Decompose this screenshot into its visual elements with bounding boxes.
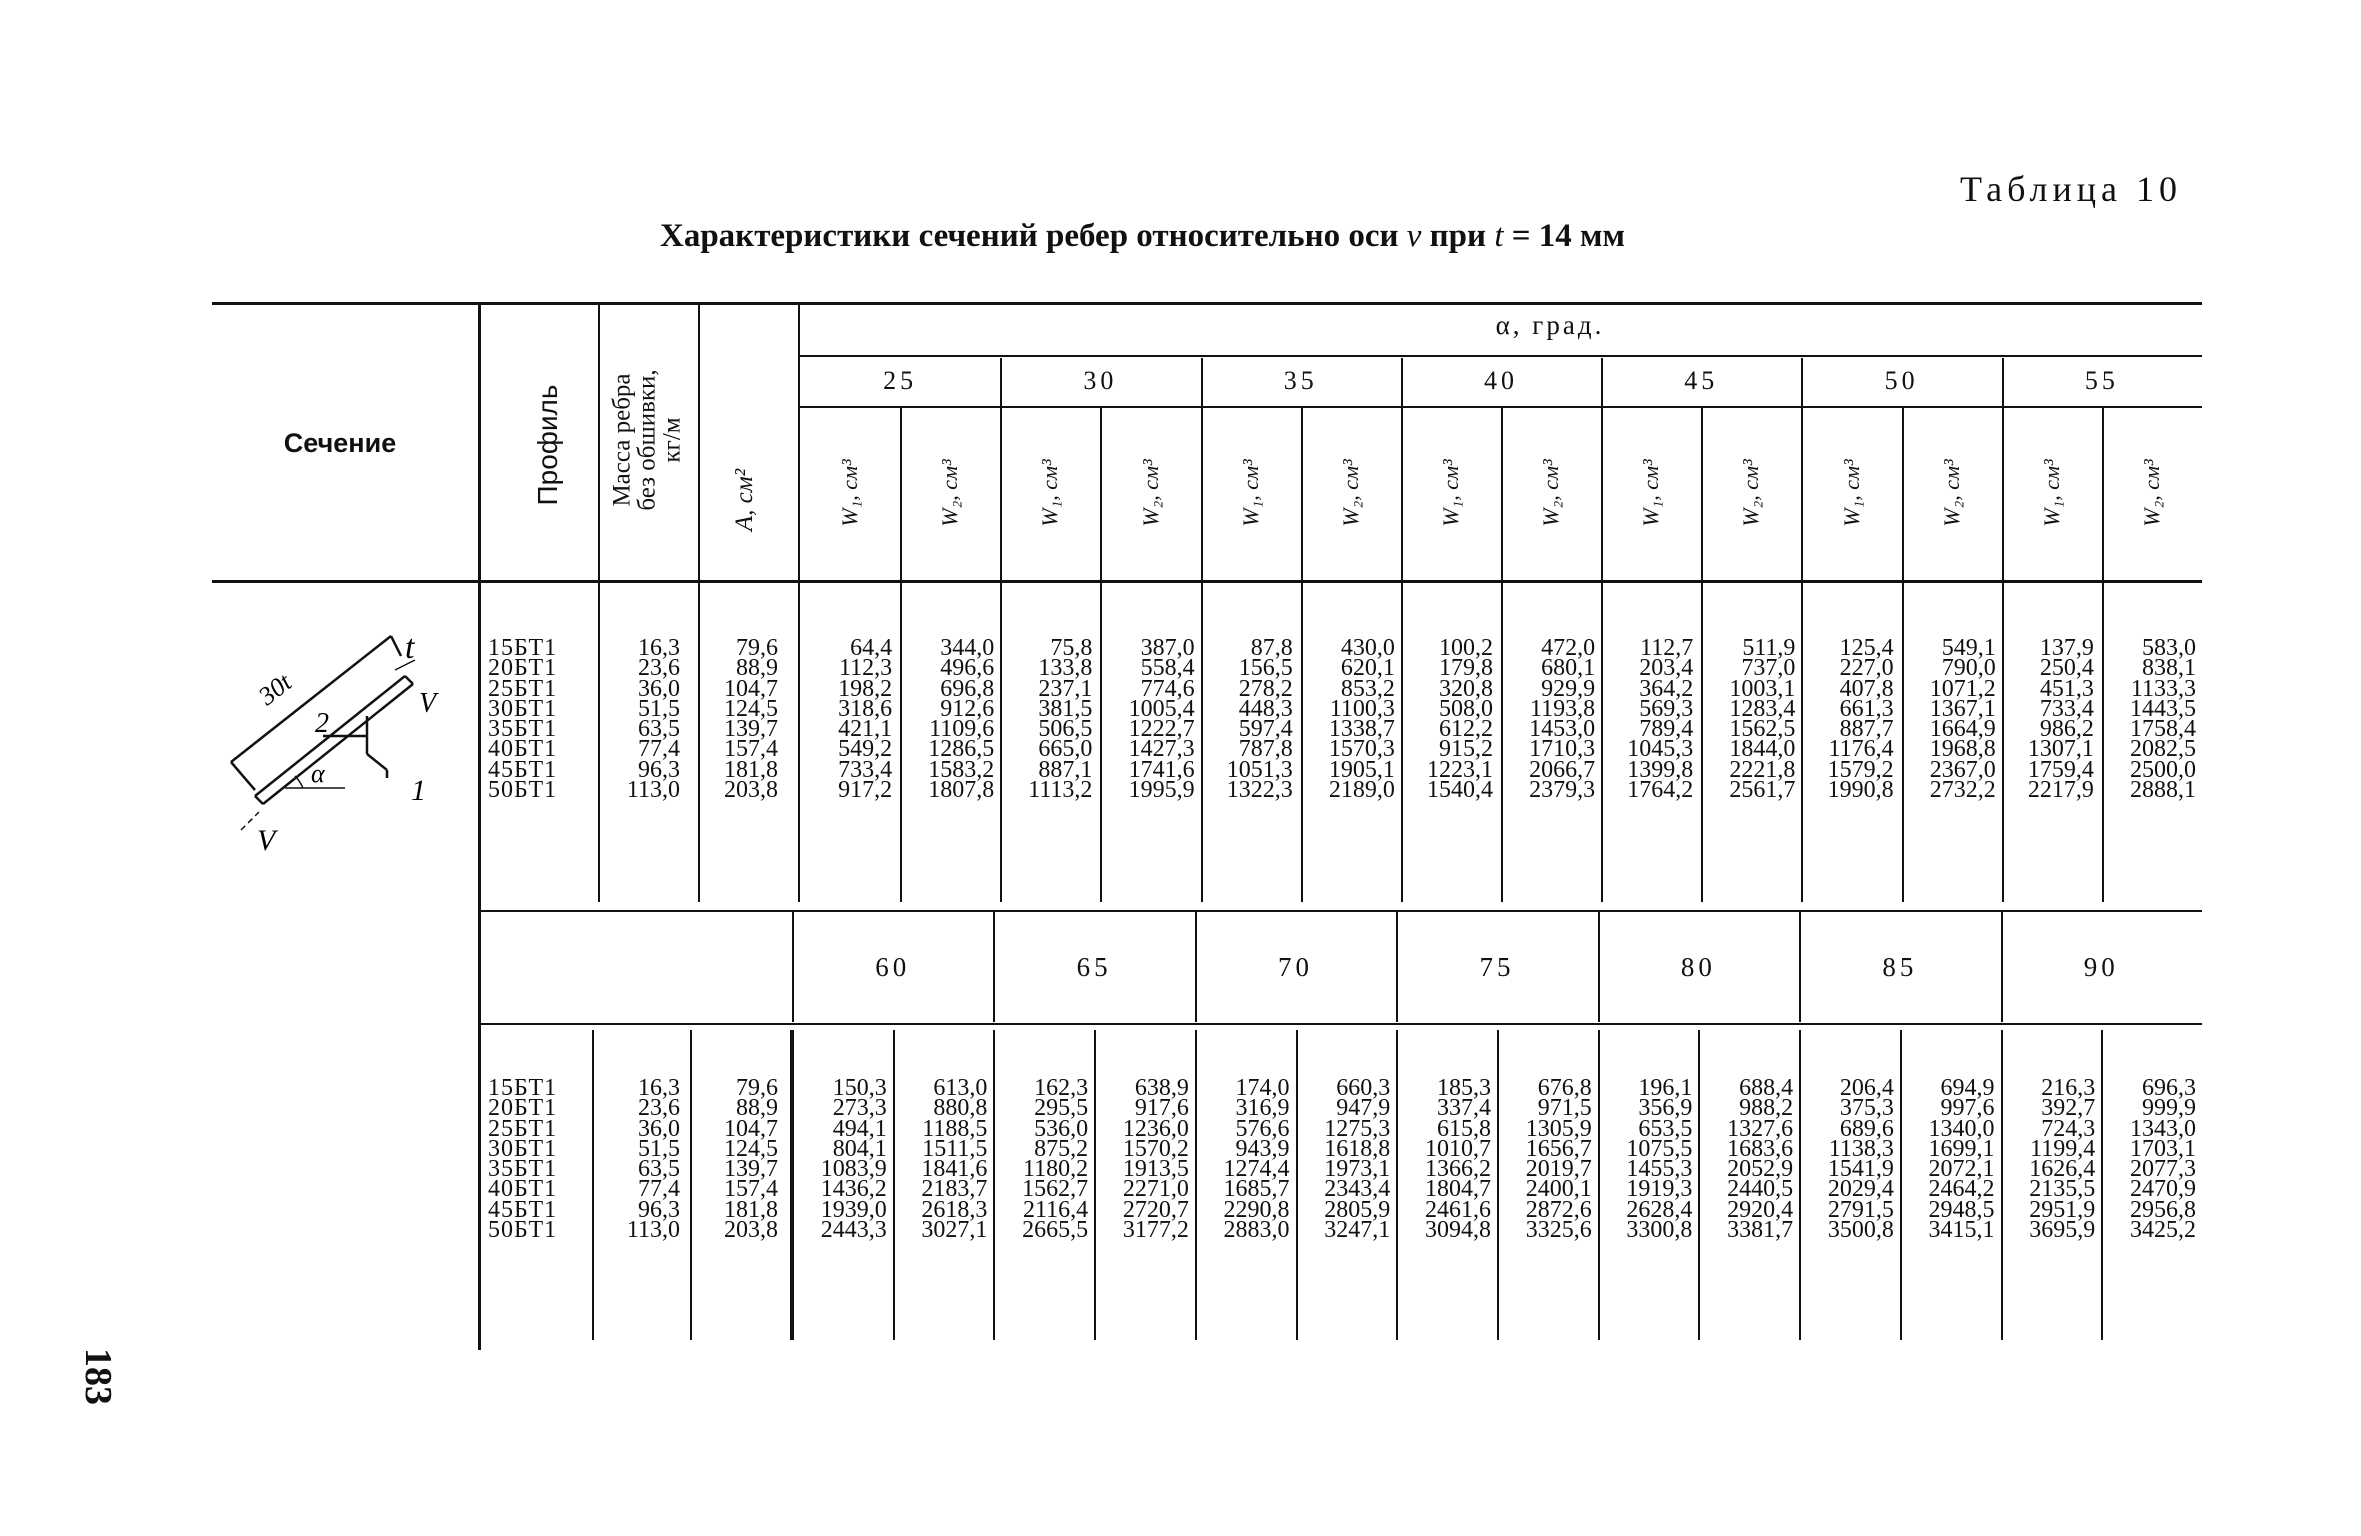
- title-middle: при: [1421, 218, 1495, 254]
- w2-header: W₂, см³: [1938, 459, 1964, 527]
- w2-column-top: 387,0 558,4 774,6 1005,4 1222,7 1427,3 1741,6 1995,9: [1128, 635, 1195, 804]
- rule-w-top: [1301, 408, 1303, 902]
- rule-angle-top: [1401, 358, 1403, 902]
- w2-column-top: 583,0 838,1 1133,3 1443,5 1758,4 2082,5 2500,0 2888,1: [2129, 635, 2196, 804]
- w1-header: W₁, см³: [1237, 459, 1263, 527]
- w1-column-bottom: 206,4 375,3 689,6 1138,3 1541,9 2029,4 2791,5 3500,8: [1827, 1075, 1894, 1244]
- table-label: Таблица 10: [1960, 169, 2182, 209]
- w2-column-bottom: 694,9 997,6 1340,0 1699,1 2072,1 2464,2 2948,5 3415,1: [1928, 1075, 1995, 1244]
- mass-column-bottom: 16,3 23,6 36,0 51,5 63,5 77,4 96,3 113,0: [626, 1075, 680, 1244]
- w1-header: W₁, см³: [1037, 459, 1063, 527]
- rule-angle-top: [2002, 358, 2004, 902]
- w2-header: W₂, см³: [1337, 459, 1363, 527]
- w2-header: W₂, см³: [1538, 459, 1564, 527]
- rule-mass-top: [698, 305, 700, 902]
- angle-header-bottom: 85: [1882, 952, 1918, 982]
- rule-w-top: [900, 408, 902, 902]
- label-2: 2: [315, 708, 329, 739]
- rule-top: [212, 302, 2202, 305]
- label-1: 1: [411, 774, 426, 807]
- title-suffix: = 14 мм: [1503, 218, 1625, 254]
- angle-header-bottom: 60: [875, 952, 911, 982]
- w1-column-top: 125,4 227,0 407,8 661,3 887,7 1176,4 1579,2 1990,8: [1827, 635, 1894, 804]
- w1-column-bottom: 150,3 273,3 494,1 804,1 1083,9 1436,2 1939,0 2443,3: [820, 1075, 887, 1244]
- header-mass: Масса ребра без обшивки, кг/м: [608, 369, 686, 511]
- w2-header: W₂, см³: [1137, 459, 1163, 527]
- w2-column-bottom: 660,3 947,9 1275,3 1618,8 1973,1 2343,4 2805,9 3247,1: [1324, 1075, 1391, 1244]
- mass-column-top: 16,3 23,6 36,0 51,5 63,5 77,4 96,3 113,0: [626, 635, 680, 804]
- w2-column-bottom: 696,3 999,9 1343,0 1703,1 2077,3 2470,9 2956,8 3425,2: [2129, 1075, 2196, 1244]
- w2-header: W₂, см³: [2138, 459, 2164, 527]
- profile-column-top: 15БТ1 20БТ1 25БТ1 30БТ1 35БТ1 40БТ1 45БТ1 50БТ1: [488, 635, 558, 804]
- w2-column-bottom: 613,0 880,8 1188,5 1511,5 1841,6 2183,7 2618,3 3027,1: [921, 1075, 988, 1244]
- w1-column-top: 87,8 156,5 278,2 448,3 597,4 787,8 1051,3 1322,3: [1226, 635, 1293, 804]
- header-alpha: α, град.: [1495, 310, 1605, 340]
- title-axis: v: [1406, 218, 1422, 254]
- w1-column-bottom: 216,3 392,7 724,3 1199,4 1626,4 2135,5 2951,9 3695,9: [2029, 1075, 2096, 1244]
- rule-w-top: [2102, 408, 2104, 902]
- w1-column-top: 100,2 179,8 320,8 508,0 612,2 915,2 1223,1 1540,4: [1426, 635, 1493, 804]
- angle-header-bottom: 90: [2083, 952, 2119, 982]
- rule-angle-top: [1201, 358, 1203, 902]
- w2-column-top: 549,1 790,0 1071,2 1367,1 1664,9 1968,8 2367,0 2732,2: [1929, 635, 1996, 804]
- w2-column-top: 472,0 680,1 929,9 1193,8 1453,0 1710,3 2066,7 2379,3: [1529, 635, 1596, 804]
- rule-alpha: [800, 355, 2202, 357]
- rule-profile-top: [598, 305, 600, 902]
- table-title: [660, 218, 1625, 255]
- w2-column-bottom: 638,9 917,6 1236,0 1570,2 1913,5 2271,0 2720,7 3177,2: [1122, 1075, 1189, 1244]
- w1-column-bottom: 196,1 356,9 653,5 1075,5 1455,3 1919,3 2628,4 3300,8: [1626, 1075, 1693, 1244]
- rule-section: [478, 305, 481, 1350]
- w2-column-top: 511,9 737,0 1003,1 1283,4 1562,5 1844,0 2221,8 2561,7: [1729, 635, 1796, 804]
- angle-header-top: 30: [1083, 366, 1118, 395]
- rule-angle-top: [1801, 358, 1803, 902]
- w1-column-bottom: 185,3 337,4 615,8 1010,7 1366,2 1804,7 2461,6 3094,8: [1424, 1075, 1491, 1244]
- w2-column-top: 430,0 620,1 853,2 1100,3 1338,7 1570,3 1905,1 2189,0: [1328, 635, 1395, 804]
- title-prefix: Характеристики сечений ребер относительно оси: [660, 218, 1407, 254]
- title-t-symbol: t: [1494, 218, 1504, 254]
- rule-w-top: [1100, 408, 1102, 902]
- w2-header: W₂, см³: [1738, 459, 1764, 527]
- page-number: 183: [77, 1348, 119, 1405]
- angle-header-top: 25: [883, 366, 918, 395]
- header-profile: Профиль: [532, 384, 563, 506]
- angle-header-top: 40: [1483, 366, 1518, 395]
- profile-column-bottom: 15БТ1 20БТ1 25БТ1 30БТ1 35БТ1 40БТ1 45БТ1 50БТ1: [488, 1075, 558, 1244]
- w1-header: W₁, см³: [837, 459, 863, 527]
- header-section: Сечение: [283, 428, 397, 458]
- rule-w-top: [1501, 408, 1503, 902]
- rule-mid-bottom: [478, 1023, 2202, 1025]
- angle-header-bottom: 75: [1479, 952, 1515, 982]
- rule-w-top: [1701, 408, 1703, 902]
- label-t: t: [405, 629, 415, 666]
- area-column-top: 79,6 88,9 104,7 124,5 139,7 157,4 181,8 203,8: [724, 635, 778, 804]
- w2-column-bottom: 676,8 971,5 1305,9 1656,7 2019,7 2400,1 2872,6 3325,6: [1525, 1075, 1592, 1244]
- rule-angle-top: [1601, 358, 1603, 902]
- header-area: A, см²: [731, 468, 758, 532]
- w1-column-top: 64,4 112,3 198,2 318,6 421,1 549,2 733,4 917,2: [838, 635, 893, 804]
- angle-header-top: 45: [1684, 366, 1719, 395]
- w1-column-top: 75,8 133,8 237,1 381,5 506,5 665,0 887,1 1113,2: [1028, 635, 1093, 804]
- angle-header-top: 50: [1884, 366, 1919, 395]
- angle-header-top: 55: [2084, 366, 2119, 395]
- label-30t: 30t: [252, 667, 298, 711]
- rule-mid-top: [478, 910, 2202, 912]
- w2-column-top: 344,0 496,6 696,8 912,6 1109,6 1286,5 1583,2 1807,8: [928, 635, 995, 804]
- w2-header: W₂, см³: [937, 459, 963, 527]
- w1-header: W₁, см³: [1638, 459, 1664, 527]
- angle-header-bottom: 65: [1076, 952, 1112, 982]
- w1-column-bottom: 174,0 316,9 576,6 943,9 1274,4 1685,7 2290,8 2883,0: [1223, 1075, 1290, 1244]
- label-v-bottom: V: [257, 824, 276, 857]
- angle-header-top: 35: [1283, 366, 1318, 395]
- area-column-bottom: 79,6 88,9 104,7 124,5 139,7 157,4 181,8 203,8: [724, 1075, 778, 1244]
- label-alpha: α: [311, 759, 325, 788]
- angle-header-bottom: 70: [1278, 952, 1314, 982]
- angle-header-bottom: 80: [1680, 952, 1716, 982]
- w2-column-bottom: 688,4 988,2 1327,6 1683,6 2052,9 2440,5 2920,4 3381,7: [1727, 1075, 1794, 1244]
- rule-w-top: [1902, 408, 1904, 902]
- section-diagram: [215, 620, 455, 860]
- w1-column-bottom: 162,3 295,5 536,0 875,2 1180,2 1562,7 2116,4 2665,5: [1022, 1075, 1089, 1244]
- label-v-top: V: [419, 688, 437, 719]
- w1-column-top: 137,9 250,4 451,3 733,4 986,2 1307,1 1759,4 2217,9: [2027, 635, 2094, 804]
- w1-header: W₁, см³: [2038, 459, 2064, 527]
- w1-header: W₁, см³: [1838, 459, 1864, 527]
- w1-column-top: 112,7 203,4 364,2 569,3 789,4 1045,3 1399,8 1764,2: [1627, 635, 1694, 804]
- rule-angle-top: [1000, 358, 1002, 902]
- w1-header: W₁, см³: [1437, 459, 1463, 527]
